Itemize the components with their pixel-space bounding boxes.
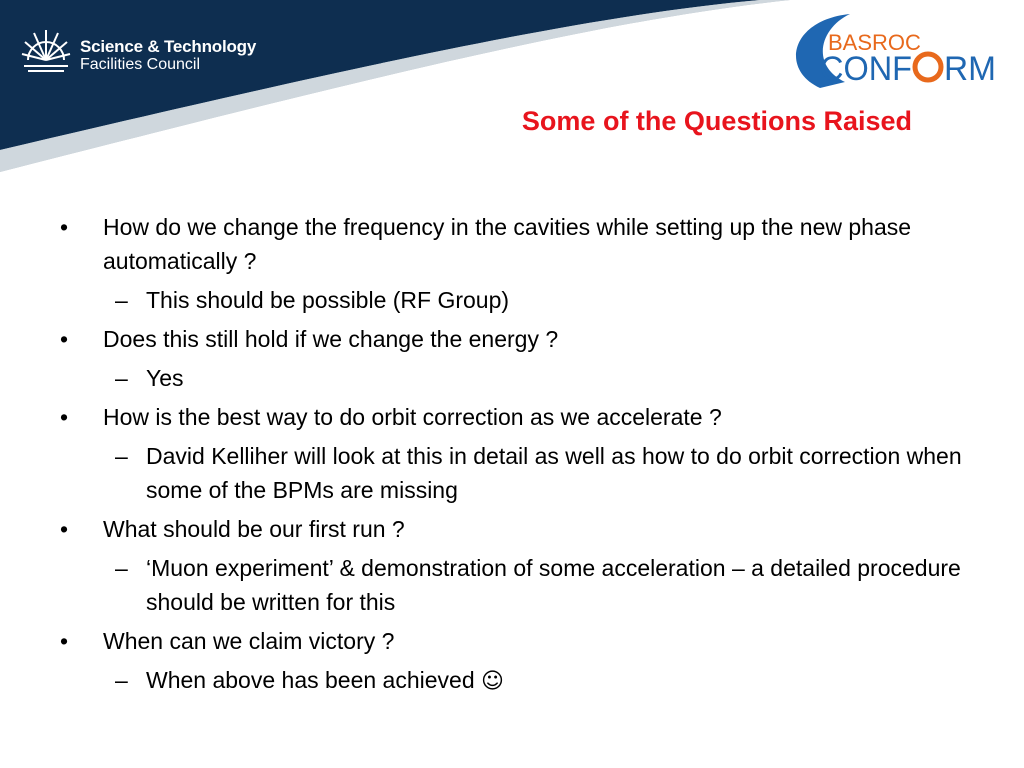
sub-bullet-item [60,283,980,317]
slide-title: Some of the Questions Raised [521,106,912,136]
sub-bullet-item [60,439,980,507]
sub-bullet-text: David Kelliher will look at this in detail as well as how to do orbit correction when some of the BPMs are missing [146,443,962,503]
stfc-name [80,37,256,74]
bullet-text: What should be our first run ? [103,516,405,542]
stfc-name-line2: Facilities Council [80,56,201,73]
bullet-text: How do we change the frequency in the cavities while setting up the new phase automatically ? [103,214,912,274]
sub-bullet-text: Yes [146,365,184,391]
sub-bullet-item [60,551,980,619]
sub-bullet-text: This should be possible (RF Group) [146,287,510,313]
bullet-item [60,322,980,356]
bullet-marker: • [60,214,69,240]
sub-bullet-marker: – [115,555,128,581]
sub-bullet-text: ‘Muon experiment’ & demonstration of some acceleration – a detailed procedure should be written for this [146,555,961,615]
smiley-icon: ☺ [481,669,504,694]
logo-basroc-text: BASROC [828,30,921,55]
sub-bullet-marker: – [115,667,128,693]
bullet-text: When can we claim victory ? [103,628,395,654]
sub-bullet-item [60,361,980,395]
sub-bullet-text: When above has been achieved [146,667,475,693]
bullet-text: How is the best way to do orbit correction as we accelerate ? [103,404,722,430]
sub-bullet-marker: – [115,287,128,313]
logo-o-ring [915,54,941,80]
bullet-marker: • [60,516,69,542]
stfc-name-line1: Science & Technology [80,37,257,56]
bullet-marker: • [60,326,69,352]
bullet-item [60,624,980,658]
basroc-conform-logo [790,10,1012,98]
bullet-list [60,210,980,704]
logo-conform-text-left: CONF [820,50,912,88]
bullet-item [60,512,980,546]
bullet-marker: • [60,628,69,654]
bullet-text: Does this still hold if we change the energy ? [103,326,559,352]
sub-bullet-marker: – [115,443,128,469]
sub-bullet-marker: – [115,365,128,391]
logo-conform-text-right: RM [944,50,996,88]
sub-bullet-item [60,663,980,699]
bullet-item [60,400,980,434]
sunburst-icon [20,24,72,76]
bullet-item [60,210,980,278]
bullet-marker: • [60,404,69,430]
